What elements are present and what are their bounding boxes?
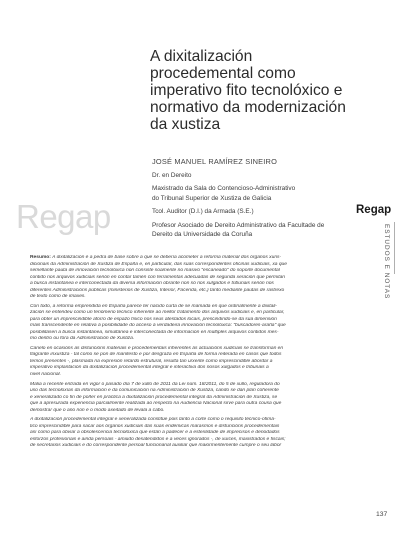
- text-line: de secretarios xudiciais e do correspondente persoal funcionarial auxiliar que maiormentemente cumpre o seu labor: [30, 443, 282, 449]
- section-divider: [394, 222, 395, 274]
- text-line: semellante pauta de innovación tecnolóxica non consiste soamente no masivo "escaneado" do soporte documental: [30, 268, 280, 273]
- abstract-paragraph: [30, 304, 380, 343]
- text-line: dicionais da Administración de Xustiza de España e, en particular, das súas correspondentes oficinas xudiciais, xa que: [30, 261, 287, 267]
- title-line: imperativo fito tecnolóxico e: [150, 82, 343, 99]
- text-line: zación se entendeu como un fenómeno técnico inherente ao mellor tratamento dos arquivos xudiciais e, en particular,: [30, 310, 285, 316]
- abstract-paragraph: [30, 255, 380, 301]
- author-affiliation: [152, 221, 387, 240]
- regap-watermark-logo: Regap: [16, 198, 111, 235]
- text-line: para obter un imprescindible aforro de espazo físico nos seus atestados locais, prescindindo-se da súa dimensión: [30, 316, 277, 322]
- affiliation-line: Dereito da Universidade da Coruña: [152, 231, 253, 239]
- abstract-paragraph: [30, 417, 380, 450]
- text-line: flagrante inxustiza - tal como se pon de manifesto e por desgraza en España de forma reiterada en casos que todos: [30, 352, 282, 358]
- author-affiliation: [152, 171, 387, 180]
- regap-logo: Regap: [356, 204, 392, 216]
- title-line: A dixitalización: [150, 48, 253, 65]
- text-line: Canelo en ocasións as disfuncións materiais e procedementais inherentes ás actuacións xudiciais se transforman en: [30, 345, 284, 351]
- text-line: máis transcendente en relativa á posibilidade do acceso á verdadeira innovación tecnolóxica: "buscadores-araña" que: [30, 323, 286, 329]
- text-segment: A dixitalización é a pedra de base sobre a que se debería acometer a reforma material dos órganos xuris-: [52, 255, 282, 260]
- abstract-body: [30, 255, 380, 453]
- text-line: uso das tecnoloxías da información e da comunicación na Administración de Xustiza, cando se dan plan coherente: [30, 388, 279, 394]
- text-line: demostrar que o ano non é o modo axeitado de levala a cabo.: [30, 407, 165, 413]
- text-line: así como para obviar a obsolescencia tecnolóxica que están a padecer e a esterilidade de imprecisos e denodados: [30, 430, 280, 436]
- affiliation-line: Profesor Asociado de Dereito Administrativo da Facultade de: [152, 221, 325, 229]
- text-line: Malia a recente entrada en vigor o pasado día 7 de xullo de 2011 da Lei núm. 18/2011, do 5 de xullo, reguladora do: [30, 381, 280, 387]
- title-line: da xustiza: [150, 116, 221, 133]
- affiliation-line: Tcol. Auditor (D.I.) da Armada (S.E.): [152, 208, 254, 216]
- affiliation-line: Maxistrado da Sala do Contencioso-Administrativo: [152, 185, 296, 193]
- author-affiliation: [152, 184, 387, 203]
- affiliation-line: Dr. en Dereito: [152, 172, 192, 179]
- text-line: mo dentro ou fóra da Administración de Xustiza.: [30, 336, 135, 342]
- text-line: nivel nacional.: [30, 371, 61, 377]
- author-block: [152, 157, 387, 243]
- text-line: que a apresurada experiencia parcialmente realizada ao respecto na Audiencia Nacional sirve para outra cousa que: [30, 401, 282, 407]
- text-line: imperativo implantación da dixitalización procedemental integral e interactiva dos nosos xulgados e tribunais a: [30, 365, 269, 371]
- text-line: temos presentes -, plasmada na expresión retardo estrutural, resulta tan urxente como imprescindible abordar a: [30, 358, 273, 364]
- abstract-paragraph: [30, 382, 380, 415]
- affiliation-line: do Tribunal Superior de Xustiza de Galicia: [152, 194, 272, 202]
- text-line: Con todo, a reforma emprendida en España parece ter nacido curta de se mamada en que ordinalmente a dixitali-: [30, 303, 278, 309]
- article-title: [150, 48, 355, 133]
- text-line: e xeneralizado co fin de poñer en práctica a dixitalización procedemental integral da Administración de Xustiza, se: [30, 394, 278, 400]
- text-line: A dixitalización procedemental integral e xeneralizada constitúe pois tanto a corte como o requisito técnico-ofimá-: [30, 417, 276, 423]
- abstract-paragraph: [30, 346, 380, 379]
- title-line: procedemental como: [150, 65, 296, 82]
- text-line: de texto como de imaxes.: [30, 294, 86, 299]
- text-line: diferentes Administracións públicas (ministerios de Xustiza, Interior, Facenda, etc.) tanto mediante pautas de rastrexo: [30, 287, 285, 293]
- author-affiliation: [152, 207, 387, 216]
- text-line: posibilitasen a busca instantánea, simultánea e interconectada de información en múltiples arquivos contidos mes-: [30, 329, 279, 335]
- text-line: tico imprescindible para sacar aos órganos xudiciais das súas endémicas marasmos e disfuncións procedementais: [30, 423, 280, 429]
- page-number: 137: [376, 511, 388, 518]
- text-line: contido nos arquivos xudiciais senón en contar tamén con ferramentas adecuadas de segunda xeración que permitan: [30, 274, 286, 280]
- text-line: esforzos profesionais e ainda persoais - amiúdo desatendidos e a veces ignorados -, de xuíces, maxistrados e fiscais;: [30, 436, 286, 442]
- abstract-label: Resumo:: [30, 255, 51, 260]
- section-label: ESTUDOS E NOTAS: [383, 224, 390, 300]
- text-line: a busca instantánea e interconectada da diversa información obrante non só nos xulgados e tribunais senón nos: [30, 281, 274, 286]
- title-line: normativo da modernización: [150, 99, 346, 116]
- author-name: JOSÉ MANUEL RAMÍREZ SINEIRO: [152, 157, 278, 166]
